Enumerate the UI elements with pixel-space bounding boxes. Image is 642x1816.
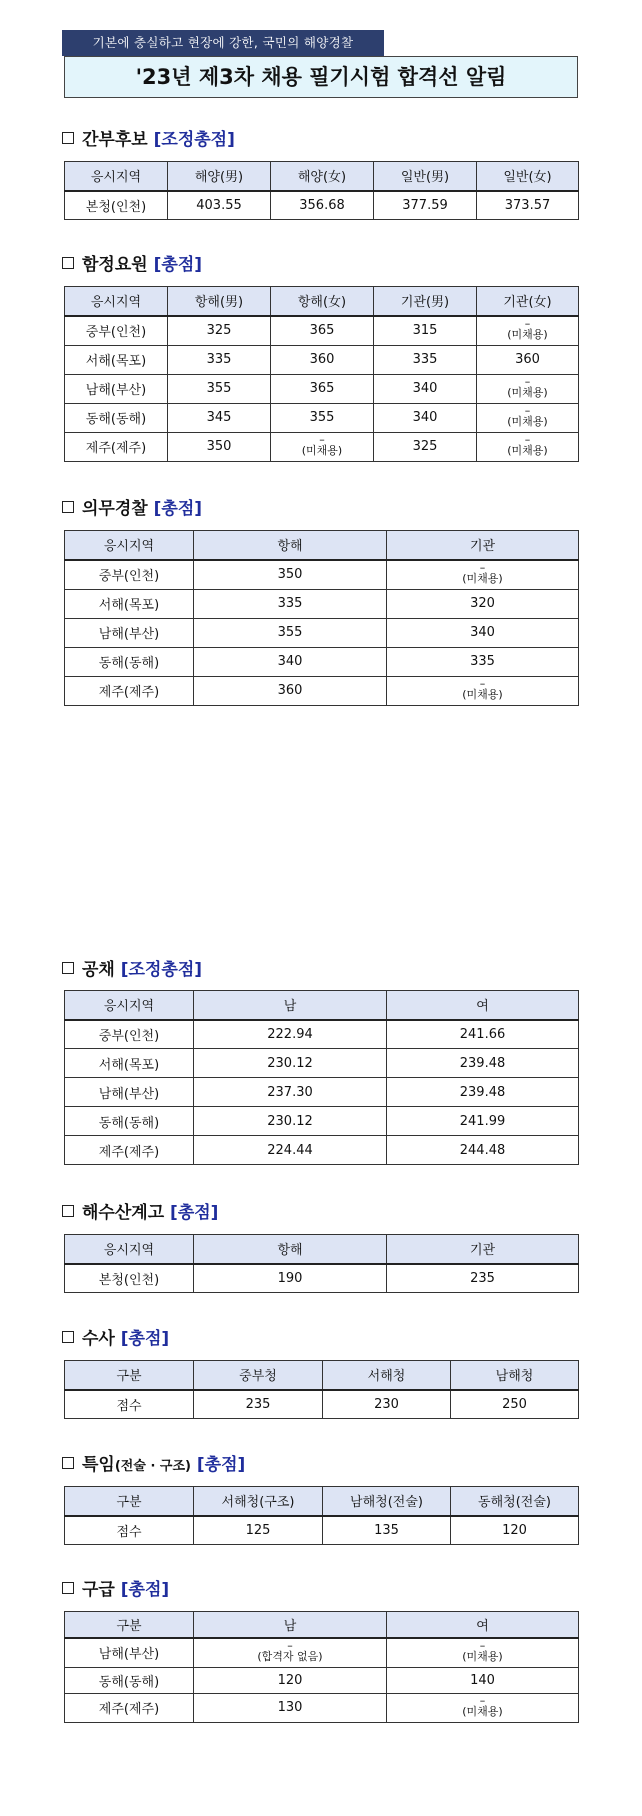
section-heading-s2 — [62, 250, 202, 275]
table-row — [65, 345, 579, 374]
cutoff-table-s3 — [64, 530, 579, 706]
table-header-row — [65, 991, 579, 1020]
cutoff-table-s2 — [64, 286, 579, 462]
note-text: (미채용) — [507, 414, 548, 428]
table-row — [65, 191, 579, 220]
table-row — [65, 618, 579, 647]
section-name: 함정요원 — [82, 255, 148, 275]
table-row — [65, 1020, 579, 1049]
row-label-cell: 남해(부산) — [65, 618, 194, 647]
column-header: 응시지역 — [65, 531, 194, 560]
score-cell: 365 — [271, 374, 374, 403]
score-cell: 130 — [194, 1693, 387, 1722]
score-cell: 222.94 — [194, 1020, 387, 1049]
dash-mark: – — [524, 316, 531, 330]
section-name: 공채 — [82, 960, 115, 980]
score-cell: 239.48 — [387, 1078, 579, 1107]
row-label-cell: 본청(인천) — [65, 1264, 194, 1293]
score-cell — [387, 1638, 579, 1668]
row-label-cell: 서해(목포) — [65, 589, 194, 618]
note-text: (미채용) — [462, 687, 503, 701]
score-cell: 365 — [271, 316, 374, 346]
table-row — [65, 432, 579, 461]
section-tag: [총점] — [153, 255, 203, 275]
dash-mark: – — [524, 403, 531, 417]
checkbox-square-icon — [62, 501, 74, 513]
not-hired-marker — [477, 404, 578, 428]
table-row — [65, 676, 579, 705]
section-tag: [총점] — [153, 499, 203, 519]
section-name: 간부후보 — [82, 130, 148, 150]
score-cell — [194, 1638, 387, 1668]
column-header: 남해청(전술) — [323, 1487, 451, 1516]
column-header: 항해(女) — [271, 287, 374, 316]
page-title: '23년 제3차 채용 필기시험 합격선 알림 — [64, 56, 578, 98]
row-label-cell: 제주(제주) — [65, 676, 194, 705]
table-row — [65, 1638, 579, 1668]
table-row — [65, 1516, 579, 1545]
cutoff-table-s5 — [64, 1234, 579, 1293]
score-cell: 335 — [168, 345, 271, 374]
row-label-cell: 남해(부산) — [65, 374, 168, 403]
column-header: 구분 — [65, 1487, 194, 1516]
row-label-cell: 서해(목포) — [65, 345, 168, 374]
score-cell: 239.48 — [387, 1049, 579, 1078]
section-heading-s8 — [62, 1575, 169, 1600]
score-cell: 241.99 — [387, 1107, 579, 1136]
section-name: 해수산계고 — [82, 1203, 165, 1223]
section-heading-s6 — [62, 1324, 169, 1349]
score-cell: 403.55 — [168, 191, 271, 220]
table-header-row — [65, 1361, 579, 1390]
score-cell — [271, 432, 374, 461]
score-cell: 340 — [387, 618, 579, 647]
row-label-cell: 제주(제주) — [65, 432, 168, 461]
checkbox-square-icon — [62, 1582, 74, 1594]
score-cell: 377.59 — [374, 191, 477, 220]
column-header: 기관 — [387, 531, 579, 560]
row-label-cell: 중부(인천) — [65, 316, 168, 346]
section-name: 수사 — [82, 1329, 115, 1349]
score-cell: 340 — [374, 403, 477, 432]
row-label-cell: 동해(동해) — [65, 1667, 194, 1693]
not-hired-marker — [477, 375, 578, 399]
score-cell: 244.48 — [387, 1136, 579, 1165]
note-text: (미채용) — [462, 1704, 503, 1718]
table-row — [65, 1667, 579, 1693]
score-cell: 190 — [194, 1264, 387, 1293]
score-cell — [477, 374, 579, 403]
score-cell: 237.30 — [194, 1078, 387, 1107]
row-label-cell: 중부(인천) — [65, 1020, 194, 1049]
note-text: (미채용) — [462, 1649, 503, 1663]
score-cell: 373.57 — [477, 191, 579, 220]
row-label-cell: 동해(동해) — [65, 647, 194, 676]
row-label-cell: 남해(부산) — [65, 1078, 194, 1107]
column-header: 서해청(구조) — [194, 1487, 323, 1516]
column-header: 응시지역 — [65, 1235, 194, 1264]
row-label-cell: 남해(부산) — [65, 1638, 194, 1668]
row-label-cell: 서해(목포) — [65, 1049, 194, 1078]
dash-mark: – — [479, 1638, 486, 1652]
row-label-cell: 동해(동해) — [65, 1107, 194, 1136]
cutoff-table-s6 — [64, 1360, 579, 1419]
column-header: 항해 — [194, 1235, 387, 1264]
section-tag: [총점] — [170, 1203, 219, 1223]
column-header: 응시지역 — [65, 991, 194, 1020]
table-row — [65, 647, 579, 676]
not-hired-marker — [387, 561, 578, 585]
column-header: 항해(男) — [168, 287, 271, 316]
no-pass-marker — [194, 1639, 386, 1663]
column-header: 기관(男) — [374, 287, 477, 316]
score-cell — [387, 560, 579, 590]
column-header: 응시지역 — [65, 287, 168, 316]
score-cell: 135 — [323, 1516, 451, 1545]
checkbox-square-icon — [62, 1457, 74, 1469]
score-cell: 340 — [194, 647, 387, 676]
score-cell — [477, 432, 579, 461]
column-header: 서해청 — [323, 1361, 451, 1390]
score-cell: 355 — [194, 618, 387, 647]
section-tag: [조정총점] — [120, 960, 203, 980]
section-tag: [총점] — [120, 1580, 170, 1600]
slogan-banner: 기본에 충실하고 현장에 강한, 국민의 해양경찰 — [62, 30, 384, 56]
score-cell — [477, 316, 579, 346]
column-header: 기관(女) — [477, 287, 579, 316]
not-hired-marker — [387, 677, 578, 701]
score-cell: 241.66 — [387, 1020, 579, 1049]
score-cell: 224.44 — [194, 1136, 387, 1165]
dash-mark: – — [524, 374, 531, 388]
row-label-cell: 본청(인천) — [65, 191, 168, 220]
section-heading-s3 — [62, 494, 202, 519]
column-header: 일반(男) — [374, 162, 477, 191]
section-heading-s1 — [62, 125, 235, 150]
score-cell: 340 — [374, 374, 477, 403]
section-heading-s4 — [62, 955, 202, 980]
not-hired-marker — [387, 1694, 578, 1718]
column-header: 항해 — [194, 531, 387, 560]
score-cell: 360 — [271, 345, 374, 374]
table-header-row — [65, 1612, 579, 1638]
section-tag: [총점] — [120, 1329, 170, 1349]
section-name: 구급 — [82, 1580, 115, 1600]
dash-mark: – — [524, 432, 531, 446]
section-name: 특임 — [82, 1455, 115, 1475]
checkbox-square-icon — [62, 1205, 74, 1217]
table-row — [65, 589, 579, 618]
row-label-cell: 제주(제주) — [65, 1693, 194, 1722]
score-cell: 235 — [194, 1390, 323, 1419]
table-row — [65, 403, 579, 432]
column-header: 중부청 — [194, 1361, 323, 1390]
table-header-row — [65, 1487, 579, 1516]
section-tag: [총점] — [196, 1455, 246, 1475]
note-text: (미채용) — [507, 327, 548, 341]
score-cell: 120 — [451, 1516, 579, 1545]
column-header: 남 — [194, 991, 387, 1020]
section-heading-s7 — [62, 1450, 245, 1475]
checkbox-square-icon — [62, 132, 74, 144]
not-hired-marker — [387, 1639, 578, 1663]
note-text: (합격자 없음) — [257, 1649, 323, 1663]
table-row — [65, 374, 579, 403]
table-row — [65, 560, 579, 590]
score-cell: 230.12 — [194, 1107, 387, 1136]
score-cell: 235 — [387, 1264, 579, 1293]
score-cell: 355 — [271, 403, 374, 432]
row-label-cell: 점수 — [65, 1390, 194, 1419]
section-tag: [조정총점] — [153, 130, 235, 150]
column-header: 구분 — [65, 1361, 194, 1390]
score-cell: 345 — [168, 403, 271, 432]
score-cell: 315 — [374, 316, 477, 346]
score-cell: 325 — [374, 432, 477, 461]
cutoff-table-s7 — [64, 1486, 579, 1545]
score-cell: 325 — [168, 316, 271, 346]
column-header: 구분 — [65, 1612, 194, 1638]
score-cell — [387, 1693, 579, 1722]
table-header-row — [65, 162, 579, 191]
table-row — [65, 1107, 579, 1136]
column-header: 일반(女) — [477, 162, 579, 191]
score-cell: 350 — [194, 560, 387, 590]
score-cell: 125 — [194, 1516, 323, 1545]
cutoff-table-s8 — [64, 1611, 579, 1723]
score-cell — [387, 676, 579, 705]
note-text: (미채용) — [462, 571, 503, 585]
column-header: 응시지역 — [65, 162, 168, 191]
table-row — [65, 1693, 579, 1722]
note-text: (미채용) — [507, 443, 548, 457]
row-label-cell: 중부(인천) — [65, 560, 194, 590]
checkbox-square-icon — [62, 1331, 74, 1343]
score-cell: 350 — [168, 432, 271, 461]
note-text: (미채용) — [507, 385, 548, 399]
column-header: 남 — [194, 1612, 387, 1638]
column-header: 해양(女) — [271, 162, 374, 191]
table-header-row — [65, 287, 579, 316]
score-cell: 335 — [374, 345, 477, 374]
not-hired-marker — [477, 433, 578, 457]
column-header: 해양(男) — [168, 162, 271, 191]
dash-mark: – — [479, 676, 486, 690]
table-row — [65, 1264, 579, 1293]
cutoff-table-s4 — [64, 990, 579, 1165]
row-label-cell: 점수 — [65, 1516, 194, 1545]
score-cell: 250 — [451, 1390, 579, 1419]
table-row — [65, 316, 579, 346]
score-cell: 355 — [168, 374, 271, 403]
column-header: 남해청 — [451, 1361, 579, 1390]
dash-mark: – — [319, 432, 325, 446]
score-cell: 120 — [194, 1667, 387, 1693]
not-hired-marker — [271, 433, 373, 457]
section-name-suffix: (전술 · 구조) — [114, 1459, 191, 1474]
not-hired-marker — [477, 317, 578, 341]
table-row — [65, 1078, 579, 1107]
table-header-row — [65, 531, 579, 560]
score-cell: 360 — [194, 676, 387, 705]
score-cell: 230.12 — [194, 1049, 387, 1078]
score-cell: 335 — [387, 647, 579, 676]
score-cell: 360 — [477, 345, 579, 374]
score-cell: 230 — [323, 1390, 451, 1419]
score-cell: 356.68 — [271, 191, 374, 220]
row-label-cell: 제주(제주) — [65, 1136, 194, 1165]
table-row — [65, 1049, 579, 1078]
section-heading-s5 — [62, 1198, 218, 1223]
note-text: (미채용) — [301, 443, 343, 457]
row-label-cell: 동해(동해) — [65, 403, 168, 432]
section-name: 의무경찰 — [82, 499, 148, 519]
column-header: 기관 — [387, 1235, 579, 1264]
score-cell — [477, 403, 579, 432]
table-row — [65, 1390, 579, 1419]
column-header: 여 — [387, 991, 579, 1020]
table-row — [65, 1136, 579, 1165]
dash-mark: – — [479, 560, 486, 574]
column-header: 동해청(전술) — [451, 1487, 579, 1516]
column-header: 여 — [387, 1612, 579, 1638]
dash-mark: – — [287, 1638, 293, 1652]
dash-mark: – — [479, 1693, 486, 1707]
score-cell: 320 — [387, 589, 579, 618]
score-cell: 335 — [194, 589, 387, 618]
cutoff-table-s1 — [64, 161, 579, 220]
checkbox-square-icon — [62, 962, 74, 974]
score-cell: 140 — [387, 1667, 579, 1693]
table-header-row — [65, 1235, 579, 1264]
checkbox-square-icon — [62, 257, 74, 269]
